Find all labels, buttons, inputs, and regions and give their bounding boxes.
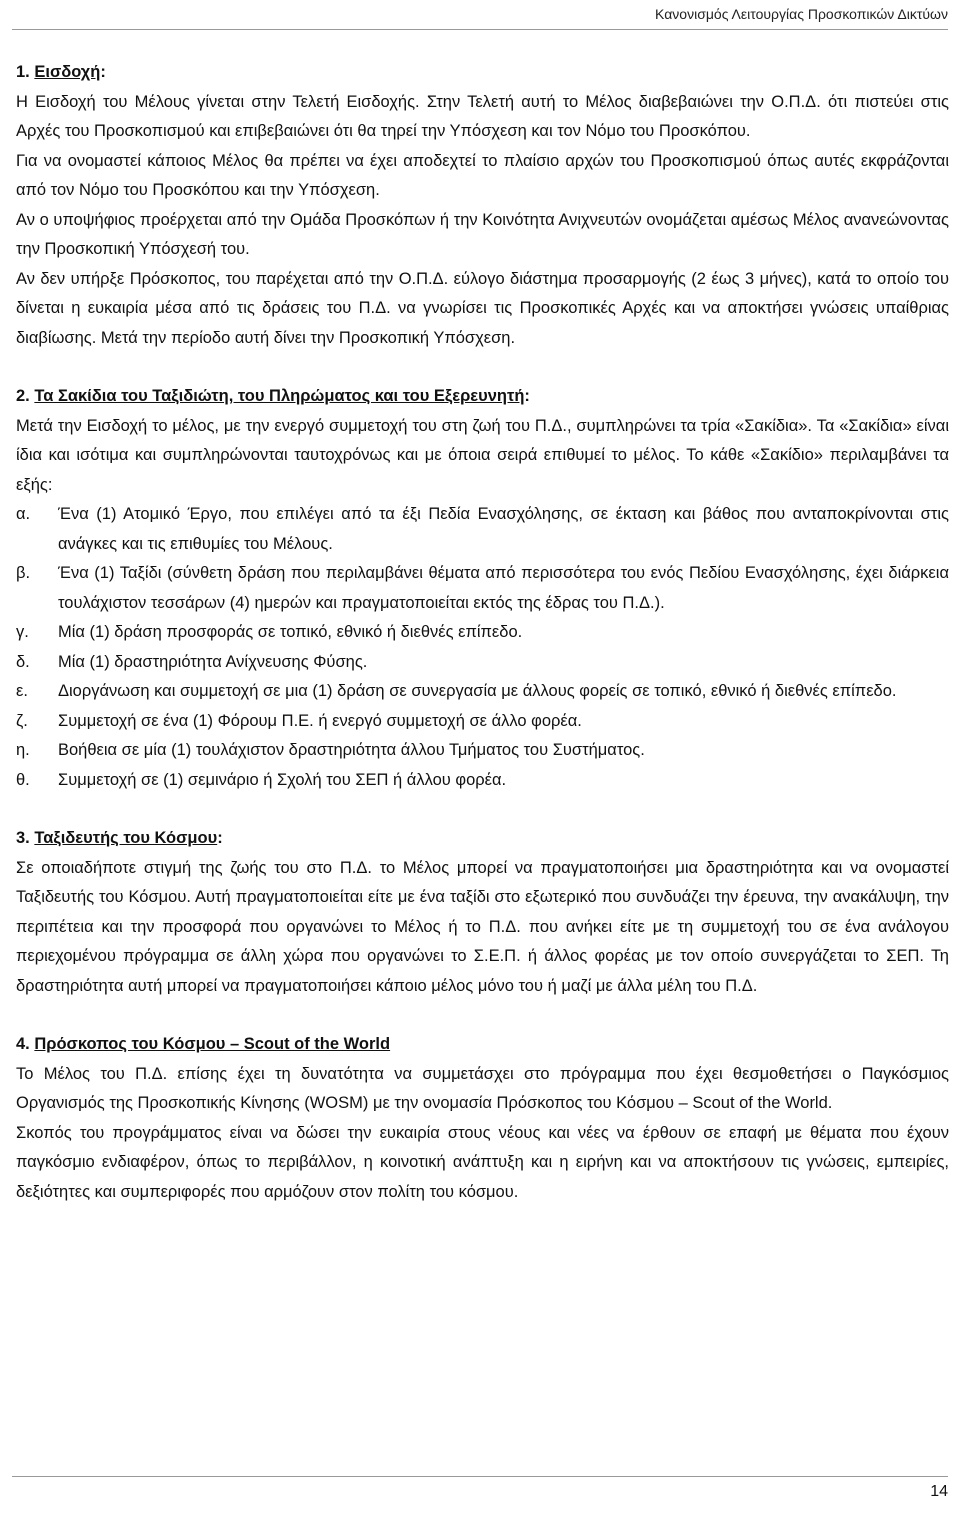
list-text: Ένα (1) Ατομικό Έργο, που επιλέγει από τα έξι Πεδία Ενασχόλησης, σε έκταση και βάθος που ανταποκρίνονται στις ανάγκες και τις επιθυμίες του Μέλους.: [58, 505, 949, 553]
list-text: Συμμετοχή σε ένα (1) Φόρουμ Π.Ε. ή ενεργό συμμετοχή σε άλλο φορέα.: [58, 711, 582, 730]
list-item: [16, 707, 949, 737]
section-1-heading: [16, 58, 949, 88]
page-number: 14: [930, 1483, 948, 1500]
section-4-heading: [16, 1030, 949, 1060]
list-item: [16, 736, 949, 766]
list-marker: ζ.: [16, 711, 28, 730]
section-3-colon: :: [217, 829, 223, 847]
section-1-number: 1.: [16, 63, 35, 81]
list-marker: θ.: [16, 770, 30, 789]
section-spacer: [16, 353, 949, 382]
section-2-title: Τα Σακίδια του Ταξιδιώτη, του Πληρώματος και του Εξερευνητή: [34, 387, 525, 405]
list-marker: α.: [16, 505, 31, 523]
section-3-paragraph: Σε οποιαδήποτε στιγμή της ζωής του στο Π.Δ. το Μέλος μπορεί να πραγματοποιήσει μια δραστηριότητα και να ονομαστεί Ταξιδευτής του Κόσμου. Αυτή πραγματοποιείται είτε με ένα ταξίδι στο εξωτερικό που συνδυάζει την έρευνα, την ανακάλυψη, την περιπέτεια και την προσφορά που οργανώνει το Μέλος ή το Π.Δ. που ανήκει είτε με τη συμμετοχή του σε ένα ανάλογου περιεχομένου πρόγραμμα σε άλλη χώρα που οργανώνει το Σ.Ε.Π. ή άλλος φορέας με τον οποίο συνεργάζεται το ΣΕΠ. Τη δραστηριότητα αυτή μπορεί να πραγματοποιήσει κάποιο μέλος μόνο του ή μαζί με άλλα μέλη του Π.Δ.: [16, 858, 949, 995]
section-1-paragraph-3: Αν ο υποψήφιος προέρχεται από την Ομάδα Προσκόπων ή την Κοινότητα Ανιχνευτών ονομάζεται αμέσως Μέλος ανανεώνοντας την Προσκοπική Υπόσχεσή του.: [16, 210, 949, 258]
section-3-number: 3.: [16, 829, 35, 847]
list-text: Διοργάνωση και συμμετοχή σε μια (1) δράση σε συνεργασία με άλλους φορείς σε τοπικό, εθνικό ή διεθνές επίπεδο.: [58, 682, 897, 700]
list-marker: η.: [16, 741, 30, 759]
list-text: Μία (1) δράση προσφοράς σε τοπικό, εθνικό ή διεθνές επίπεδο.: [58, 623, 523, 641]
list-marker: δ.: [16, 652, 30, 671]
section-2-heading: [16, 382, 949, 412]
list-item: [16, 500, 949, 559]
section-1-paragraph-2: Για να ονομαστεί κάποιος Μέλος θα πρέπει να έχει αποδεχτεί το πλαίσιο αρχών του Προσκοπισμού όπως αυτές εκφράζονται από τον Νόμο του Προσκόπου και την Υπόσχεση.: [16, 151, 949, 199]
list-text: Μία (1) δραστηριότητα Ανίχνευσης Φύσης.: [58, 652, 368, 671]
footer-divider: [12, 1476, 948, 1477]
section-4-number: 4.: [16, 1035, 35, 1053]
list-item: [16, 618, 949, 648]
list-item: [16, 648, 949, 678]
section-spacer: [16, 1001, 949, 1030]
document-body: [16, 58, 949, 1207]
list-item: [16, 559, 949, 618]
list-text: Ένα (1) Ταξίδι (σύνθετη δράση που περιλαμβάνει θέματα από περισσότερα του ενός Πεδίου Ενασχόλησης, έχει διάρκεια τουλάχιστον τεσσάρων (4) ημερών και πραγματοποιείται εκτός της έδρας του Π.Δ.).: [58, 564, 949, 612]
list-text: Βοήθεια σε μία (1) τουλάχιστον δραστηριότητα άλλου Τμήματος του Συστήματος.: [58, 741, 645, 759]
section-4-title: Πρόσκοπος του Κόσμου – Scout of the World: [34, 1035, 391, 1053]
list-item: [16, 766, 949, 796]
section-3-title: Ταξιδευτής του Κόσμου: [34, 829, 218, 847]
list-text: Συμμετοχή σε (1) σεμινάριο ή Σχολή του ΣΕΠ ή άλλου φορέα.: [58, 770, 507, 789]
list-marker: ε.: [16, 682, 28, 700]
header-divider: [12, 29, 948, 30]
section-3-heading: [16, 824, 949, 854]
list-marker: β.: [16, 564, 31, 582]
section-1-paragraph-4: Αν δεν υπήρξε Πρόσκοπος, του παρέχεται από την Ο.Π.Δ. εύλογο διάστημα προσαρμογής (2 έως 3 μήνες), κατά το οποίο του δίνεται η ευκαιρία μέσα από τις δράσεις του Π.Δ. να γνωρίσει τις Προσκοπικές Αρχές και να αποκτήσει γνώσεις υπαίθριας διαβίωσης. Μετά την περίοδο αυτή δίνει την Προσκοπική Υπόσχεση.: [16, 269, 949, 347]
section-4-paragraph-2: Σκοπός του προγράμματος είναι να δώσει την ευκαιρία στους νέους και νέες να έρθουν σε επαφή με θέματα που έχουν παγκόσμιο ενδιαφέρον, όπως το περιβάλλον, η κοινοτική ανάπτυξη και η ειρήνη και να αποκτήσουν τις γνώσεις, εμπειρίες, δεξιότητες και συμπεριφορές που αρμόζουν στον πολίτη του κόσμου.: [16, 1123, 949, 1201]
running-header: Κανονισμός Λειτουργίας Προσκοπικών Δικτύων: [655, 6, 948, 22]
section-1-title: Εισδοχή: [34, 63, 101, 81]
list-marker: γ.: [16, 623, 29, 641]
section-1-paragraph-1: Η Εισδοχή του Μέλους γίνεται στην Τελετή Εισδοχής. Στην Τελετή αυτή το Μέλος διαβεβαιώνει την Ο.Π.Δ. ότι πιστεύει στις Αρχές του Προσκοπισμού και επιβεβαιώνει ότι θα τηρεί την Υπόσχεση και τον Νόμο του Προσκόπου.: [16, 92, 949, 140]
section-spacer: [16, 795, 949, 824]
section-4-paragraph-1: Το Μέλος του Π.Δ. επίσης έχει τη δυνατότητα να συμμετάσχει στο πρόγραμμα που έχει θεσμοθετήσει ο Παγκόσμιος Οργανισμός της Προσκοπικής Κίνησης (WOSM) με την ονομασία Πρόσκοπος του Κόσμου – Scout of the World.: [16, 1064, 949, 1112]
section-1-colon: :: [100, 63, 106, 81]
list-item: [16, 677, 949, 707]
section-2-number: 2.: [16, 387, 35, 405]
section-2-intro: Μετά την Εισδοχή το μέλος, με την ενεργό συμμετοχή του στη ζωή του Π.Δ., συμπληρώνει τα τρία «Σακίδια». Τα «Σακίδια» είναι ίδια και ισότιμα και συμπληρώνονται ταυτοχρόνως και με όποια σειρά επιθυμεί το μέλος. Το κάθε «Σακίδιο» περιλαμβάνει τα εξής:: [16, 416, 949, 494]
section-2-colon: :: [524, 387, 530, 405]
